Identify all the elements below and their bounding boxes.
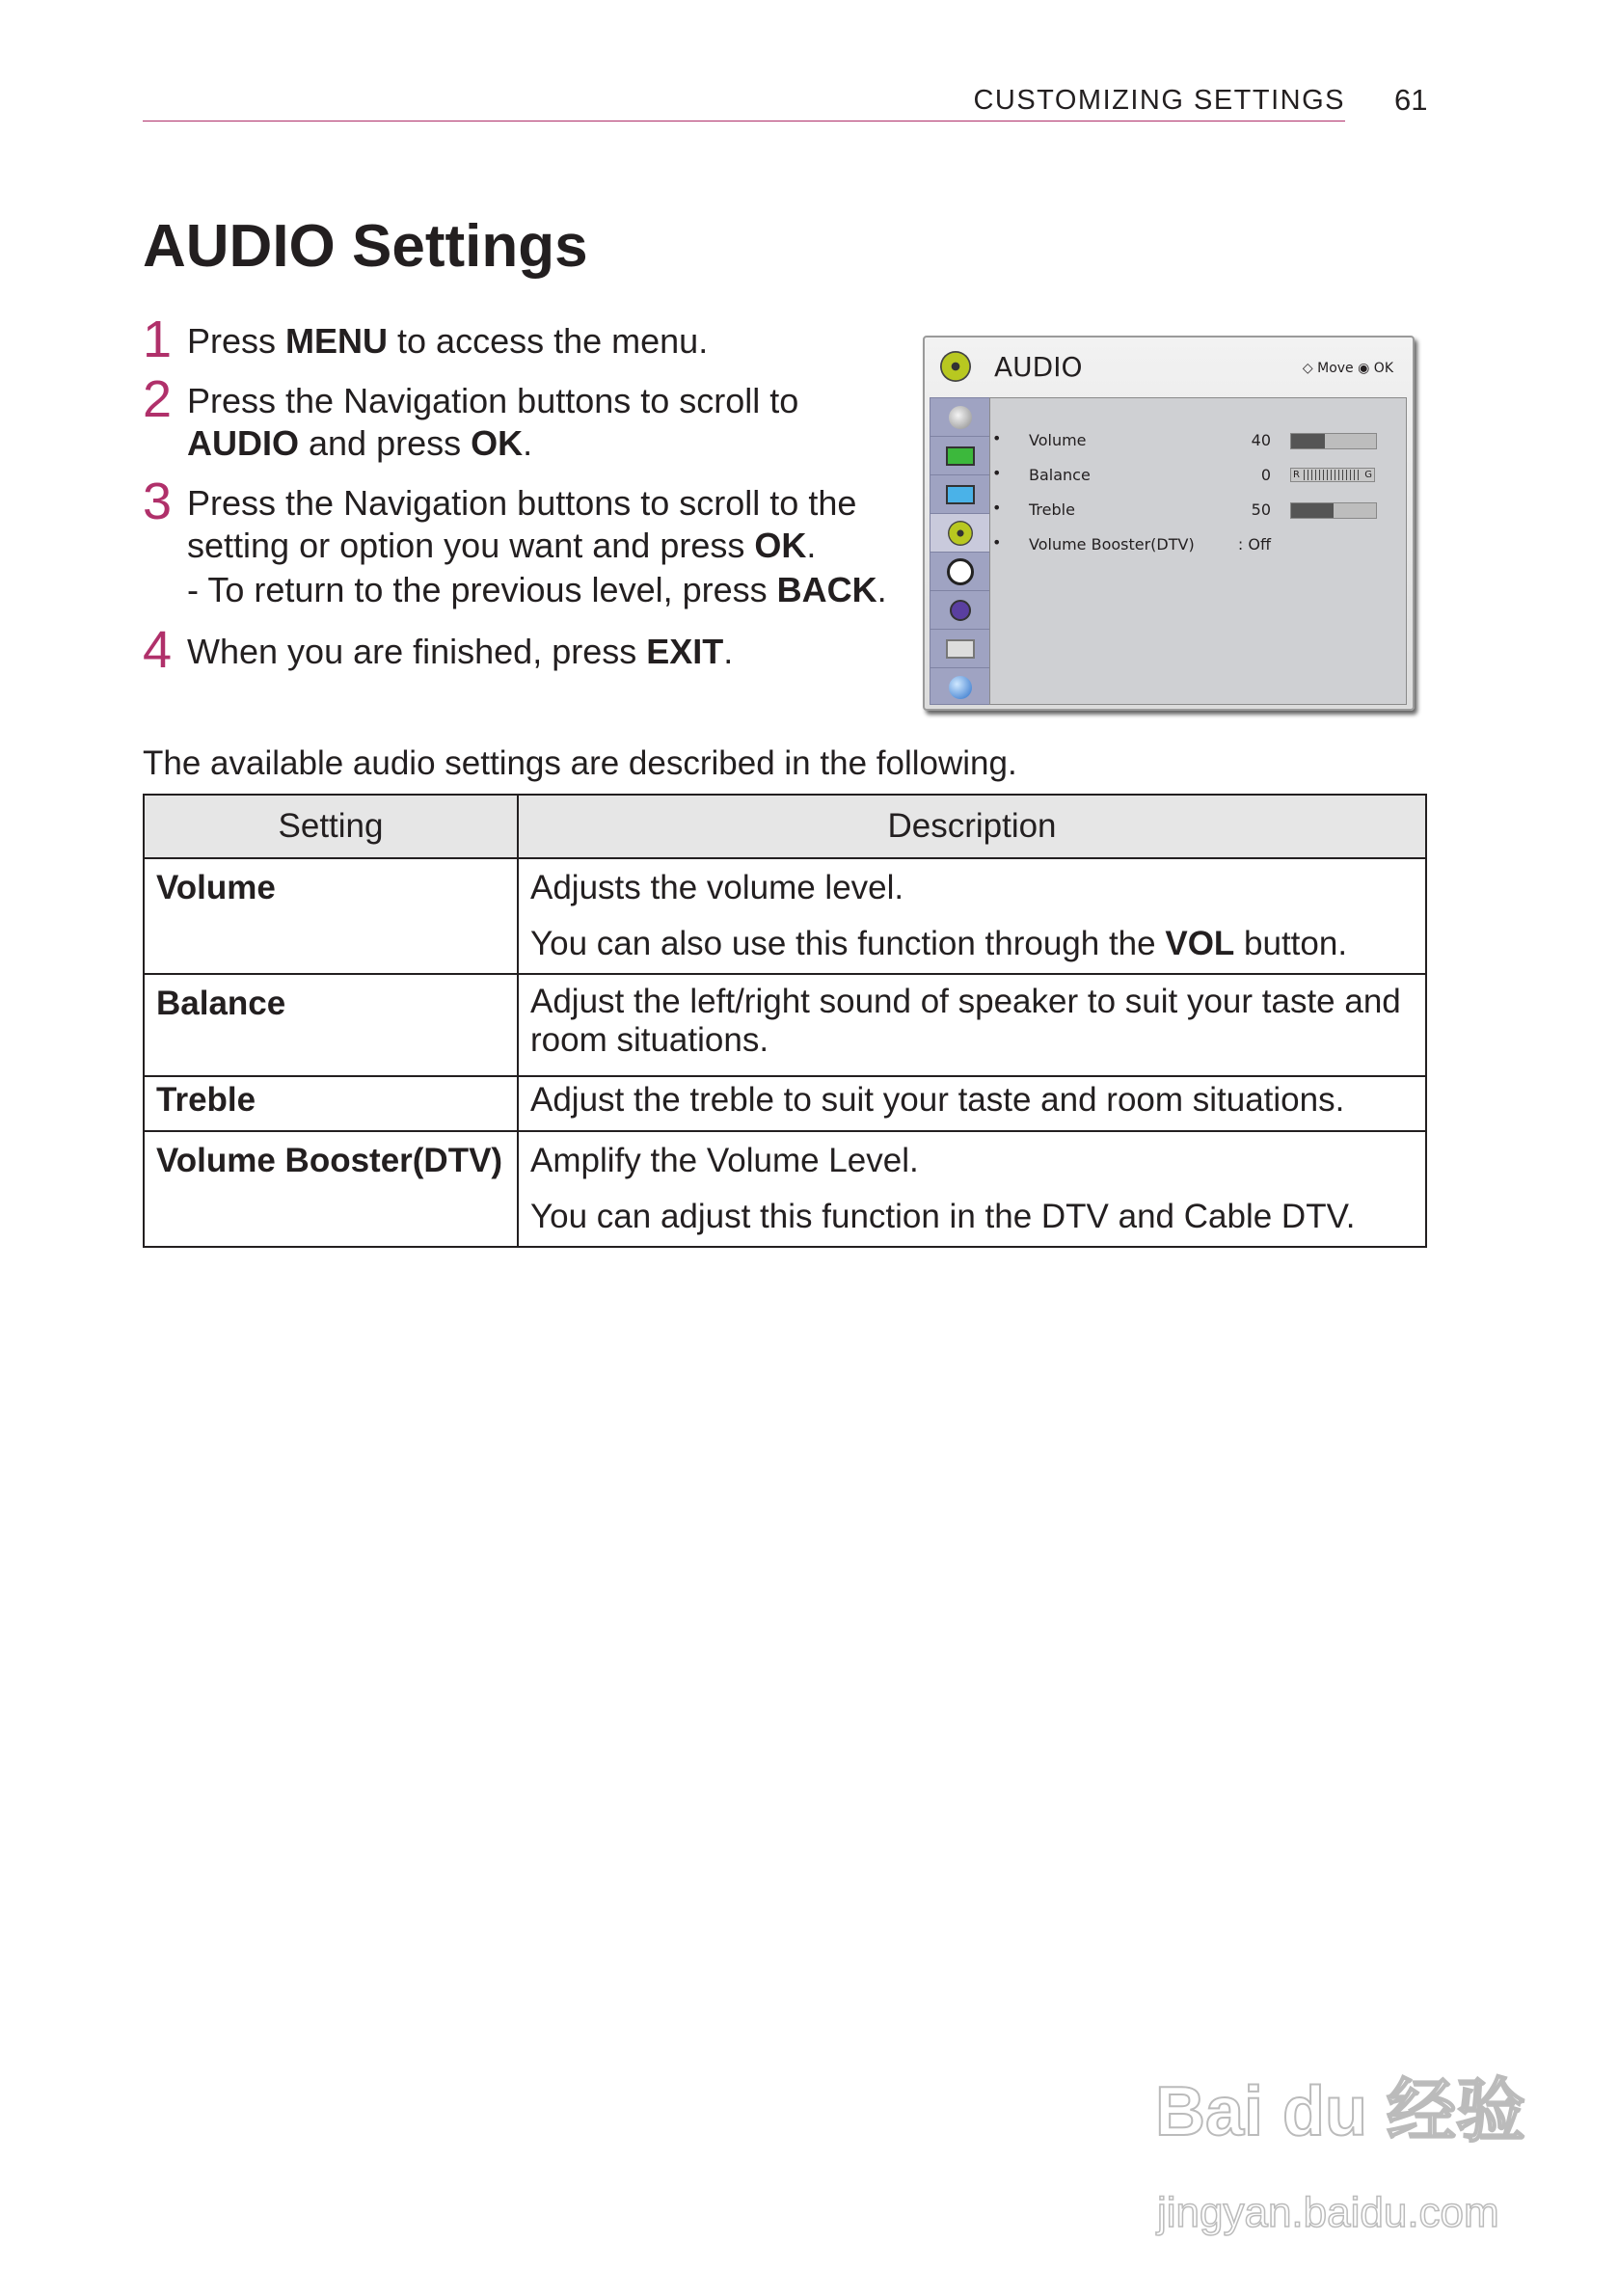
text: Press [187,321,286,361]
key-audio: AUDIO [187,423,299,463]
audio-settings-table [143,794,1427,1248]
bullet: • [992,464,1002,482]
tv-row-volume[interactable] [990,427,1406,456]
tv-audio-menu-screenshot [923,336,1415,711]
key-ok: OK [471,423,524,463]
globe-network-icon[interactable] [930,668,989,706]
table-row [144,1076,1426,1131]
step-number: 3 [143,473,173,530]
intro-text: The available audio settings are described in the following. [143,744,1017,782]
desc-line: Amplify the Volume Level. [530,1142,919,1179]
desc-line: Adjust the treble to suit your taste and room situations. [530,1081,1345,1119]
step-number: 1 [143,311,173,368]
row-label: Volume [1029,431,1087,449]
setting-description [518,1131,1426,1247]
key-vol: VOL [1165,925,1235,962]
step-4 [143,621,734,679]
clock-icon[interactable] [930,553,989,591]
header-description: Description [518,795,1426,858]
baidu-watermark [1147,2054,1552,2276]
treble-level-bar[interactable] [1290,502,1377,519]
table-header-row [144,795,1426,858]
speaker-icon [940,351,971,382]
text: Press the Navigation buttons to scroll to the [187,483,857,523]
step-number: 2 [143,370,173,428]
bullet: • [992,499,1002,517]
text: You can also use this function through the [530,925,1166,962]
balance-slider[interactable] [1290,468,1375,482]
text: - To return to the previous level, press [187,570,777,609]
balance-ticks [1304,470,1362,480]
text: . [806,526,817,565]
toolbox-icon[interactable] [930,630,989,668]
row-value: : Off [1237,535,1271,554]
setting-description [518,858,1426,974]
setting-name: Balance [144,974,518,1076]
hint-ok: OK [1373,361,1393,376]
text: . [523,423,533,463]
desc-line: Adjust the left/right sound of speaker to suit your taste and room situations. [530,983,1401,1059]
key-menu: MENU [285,321,389,361]
text: . [876,570,887,609]
key-exit: EXIT [646,632,724,671]
table-row [144,974,1426,1076]
tv-menu-content [989,397,1407,705]
tv-row-treble[interactable] [990,497,1406,526]
key-ok: OK [754,526,807,565]
balance-right-label: G [1364,470,1372,480]
desc-line [530,923,1414,965]
row-value: 0 [1260,466,1271,484]
tv-menu-hint [1303,361,1393,376]
page-number: 61 [1394,83,1428,117]
step-2 [143,370,799,465]
section-header: CUSTOMIZING SETTINGS [973,85,1345,116]
satellite-dish-icon[interactable] [930,398,989,437]
text: Press the Navigation buttons to scroll to [187,381,799,420]
text: When you are finished, press [187,632,647,671]
picture-size-icon[interactable] [930,475,989,514]
tv-row-balance[interactable] [990,462,1406,491]
row-label: Treble [1029,500,1075,519]
text: setting or option you want and press [187,526,755,565]
table-row [144,1131,1426,1247]
key-back: BACK [776,570,877,609]
setting-description [518,974,1426,1076]
step-1 [143,311,709,368]
bullet: • [992,429,1002,447]
bar-fill [1291,434,1325,448]
watermark-logo: Bai du 经验 [1155,2073,1526,2150]
text: and press [299,423,472,463]
setting-name: Volume [144,858,518,974]
step-number: 4 [143,621,173,679]
bar-fill [1291,503,1334,518]
row-label: Volume Booster(DTV) [1029,535,1195,554]
audio-speaker-icon[interactable] [930,514,989,553]
text: . [723,632,734,671]
lock-icon[interactable] [930,591,989,630]
hint-move: Move [1317,361,1354,376]
tv-row-volume-booster[interactable] [990,531,1406,560]
text: button. [1234,925,1348,962]
page-title: AUDIO Settings [143,213,588,280]
move-arrows-icon: ◇ [1302,361,1313,376]
setting-name: Volume Booster(DTV) [144,1131,518,1247]
tv-menu-sidebar [930,397,990,705]
desc-line: You can adjust this function in the DTV and Cable DTV. [530,1198,1356,1235]
balance-left-label: R [1293,470,1300,480]
header-divider [143,121,1345,122]
setting-description [518,1076,1426,1131]
row-value: 50 [1251,500,1271,519]
text: to access the menu. [388,321,709,361]
tv-menu-header [925,338,1413,397]
desc-line: Adjusts the volume level. [530,869,904,906]
tv-menu-title: AUDIO [994,351,1083,383]
setting-name: Treble [144,1076,518,1131]
header-setting: Setting [144,795,518,858]
watermark-url: jingyan.baidu.com [1157,2189,1499,2236]
table-row [144,858,1426,974]
row-label: Balance [1029,466,1091,484]
volume-level-bar[interactable] [1290,433,1377,449]
bullet: • [992,533,1002,552]
ok-button-icon: ◉ [1358,361,1370,376]
row-value: 40 [1251,431,1271,449]
step-3 [143,473,887,611]
tv-screen-icon[interactable] [930,437,989,475]
